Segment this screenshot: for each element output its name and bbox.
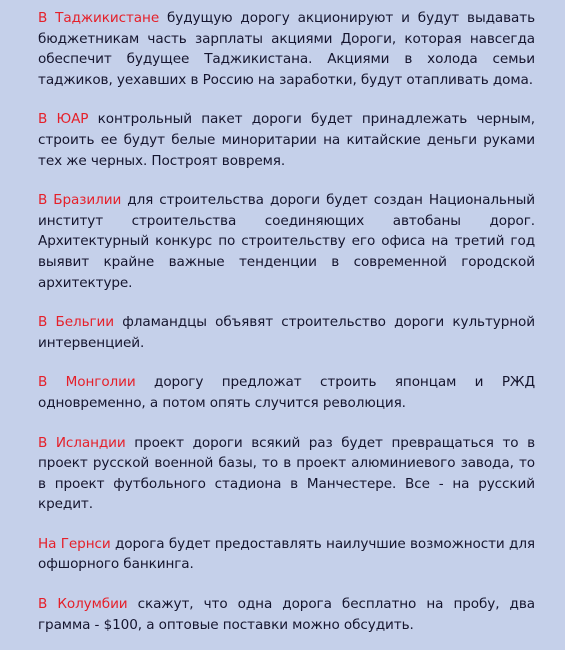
paragraph-text: дорога будет предоставлять наилучшие возможности для офшорного банкинга. (38, 535, 536, 573)
country-name: В Бельгии (38, 314, 114, 331)
paragraph-mongolia (38, 372, 535, 413)
paragraph-text: дорогу предложат строить японцам и РЖД одновременно, а потом опять случится революция. (38, 374, 535, 411)
country-name: В Колумбии (38, 596, 128, 613)
country-name: В Монголии (38, 374, 136, 391)
paragraph-colombia (38, 594, 535, 635)
paragraph-tajikistan (38, 8, 535, 90)
country-name: В Таджикистане (38, 10, 160, 26)
paragraph-iceland (38, 433, 535, 515)
paragraph-text: фламандцы объявят строительство дороги культурной интервенцией. (38, 314, 536, 351)
paragraph-text: проект дороги всякий раз будет превращаться то в проект русской военной базы, то в проект алюминиевого завода, то в проект футбольного стадиона в Манчестере. Все - на русский кредит. (38, 434, 535, 513)
country-name: На Гернси (38, 535, 111, 552)
paragraph-guernsey (38, 534, 535, 575)
country-name: В ЮАР (38, 111, 89, 128)
country-name: В Исландии (38, 434, 126, 451)
paragraph-belgium (38, 312, 535, 353)
paragraph-text: скажут, что одна дорога бесплатно на пробу, два грамма - $100, а оптовые поставки можно обсудить. (38, 596, 536, 633)
paragraph-text: будущую дорогу акционируют и будут выдавать бюджетникам часть зарплаты акциями Дороги, которая навсегда обеспечит будущее Таджикистана. Акциями в холода семьи таджиков, уехавших в Россию на заработки, будут отапливать дома. (38, 10, 535, 88)
country-name: В Бразилии (38, 192, 122, 209)
paragraph-text: для строительства дороги будет создан Национальный институт строительства соединяющих автобаны дорог. Архитектурный конкурс по строительству его офиса на третий год выявит крайне важные тенденции в современной городской архитектуре. (38, 192, 535, 291)
paragraph-brazil (38, 190, 535, 293)
paragraph-south-africa (38, 109, 535, 171)
paragraph-text: контрольный пакет дороги будет принадлежать черным, строить ее будут белые миноритарии на китайские деньги руками тех же черных. Построят вовремя. (38, 111, 535, 169)
